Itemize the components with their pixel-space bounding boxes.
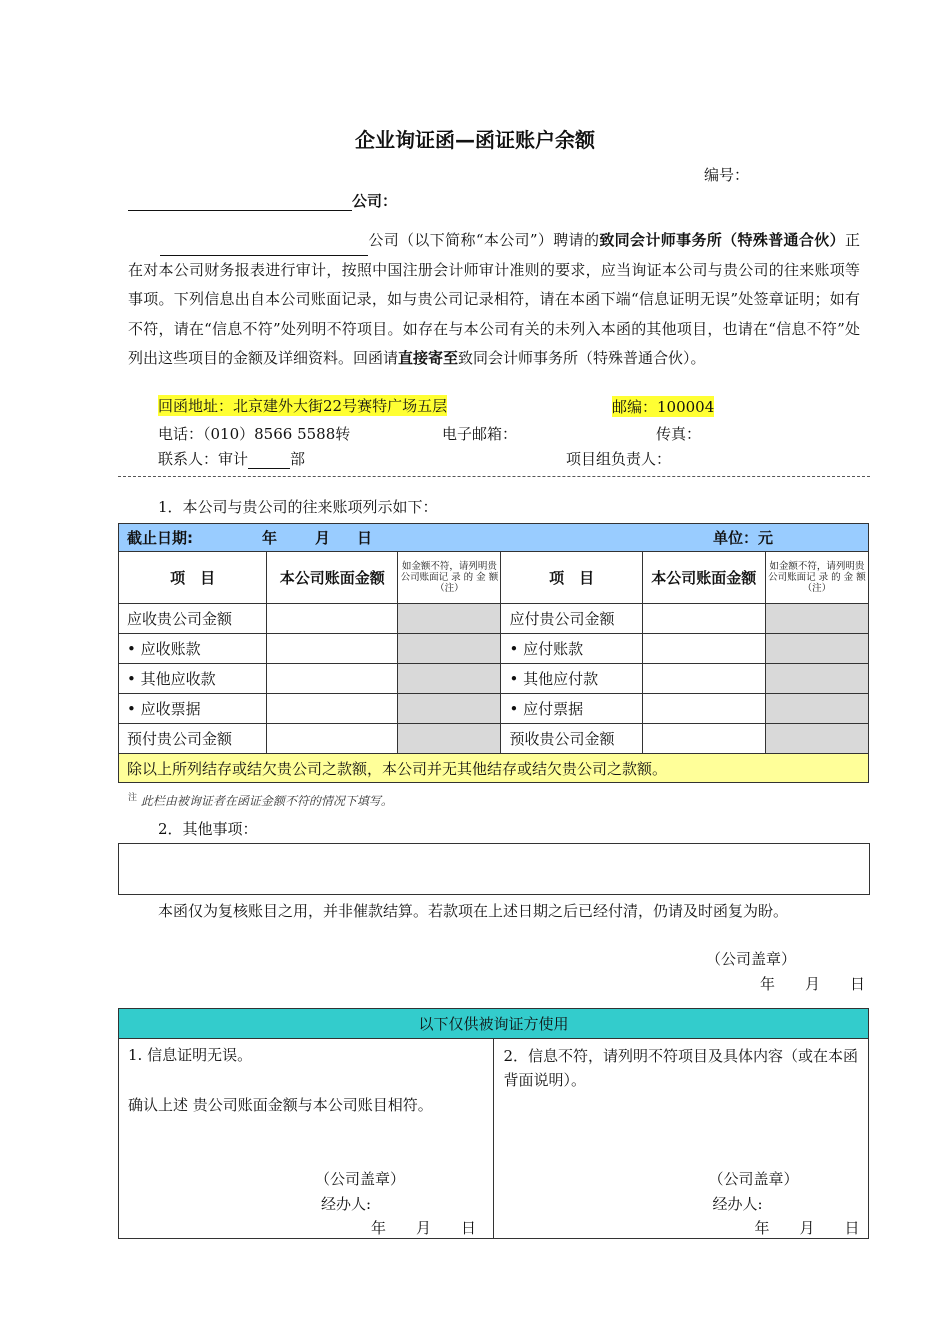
amount-cell[interactable]: [642, 664, 765, 694]
phone: 电话：（010）8566 5588转: [158, 425, 351, 443]
mismatch-cell[interactable]: [398, 664, 501, 694]
unit-label: 单位：元: [713, 529, 774, 547]
footnote: [128, 790, 393, 809]
amount-cell[interactable]: [642, 724, 765, 754]
balance-table: [118, 523, 869, 783]
email: 电子邮箱：: [442, 425, 518, 443]
closing-text: 本函仅为复核账目之用，并非催款结算。若款项在上述日期之后已经付清，仍请及时函复为盼。: [158, 902, 789, 920]
mismatch-cell[interactable]: [398, 604, 501, 634]
fax: 传真：: [656, 425, 702, 443]
row-label-right: 应付贵公司金额: [501, 604, 642, 634]
amount-cell[interactable]: [642, 634, 765, 664]
recipient-blank[interactable]: [128, 196, 352, 211]
mismatch-cell[interactable]: [398, 724, 501, 754]
amount-cell[interactable]: [642, 604, 765, 634]
table-footer: 除以上所列结存或结欠贵公司之款额，本公司并无其他结存或结欠贵公司之款额。: [119, 754, 869, 783]
row-label-left: 预付贵公司金额: [119, 724, 267, 754]
company-seal: （公司盖章）: [706, 950, 797, 968]
right-seal: （公司盖章）: [708, 1170, 799, 1188]
return-address: 回函地址：北京建外大街22号赛特广场五层: [158, 397, 448, 415]
confirmation-table: [118, 1008, 869, 1239]
amount-cell[interactable]: [267, 604, 398, 634]
mismatch-cell[interactable]: [765, 694, 868, 724]
col-item-right: 项 目: [501, 552, 642, 604]
recipient-suffix: 公司：: [352, 192, 398, 210]
row-label-left: • 应收票据: [119, 694, 267, 724]
cutoff-month: 月: [315, 529, 331, 547]
confirmation-header: 以下仅供被询证方使用: [119, 1009, 869, 1039]
left-date: 年 月 日: [371, 1219, 477, 1237]
right-handler: 经办人:: [712, 1195, 763, 1213]
mismatch-cell[interactable]: [765, 604, 868, 634]
intro-text-2: 正在对本公司财务报表进行审计，按照中国注册会计师审计准则的要求，应当询证本公司与贵公司的往来账项等事项。下列信息出自本公司账面记录，如与贵公司记录相符，请在本函下端“信息证明无误”处签章证明；如有不符，请在“信息不符”处列明不符项目。如存在与本公司有关的未列入本函的其他项目，也请在“信息不符”处列出这些项目的金额及详细资料。回函请: [128, 231, 860, 368]
cut-line: [118, 476, 870, 477]
footnote-text: 此栏由被询证者在函证金额不符的情况下填写。: [140, 794, 393, 808]
table-row: [119, 604, 869, 634]
section-1-title: 1．本公司与贵公司的往来账项列示如下：: [158, 498, 438, 516]
cutoff-day: 日: [357, 529, 373, 547]
amount-cell[interactable]: [642, 694, 765, 724]
intro-firm: 致同会计师事务所（特殊普通合伙）: [599, 231, 845, 249]
row-label-left: 应收贵公司金额: [119, 604, 267, 634]
col-note-right: 如金额不符，请列明贵公司账面记 录 的 金 额（注）: [765, 552, 868, 604]
company-blank[interactable]: [160, 241, 368, 256]
row-label-right: • 应付票据: [501, 694, 642, 724]
row-label-left: • 应收账款: [119, 634, 267, 664]
mismatch-cell[interactable]: [398, 634, 501, 664]
amount-cell[interactable]: [267, 724, 398, 754]
col-note-left: 如金额不符，请列明贵公司账面记 录 的 金 额（注）: [398, 552, 501, 604]
left-seal: （公司盖章）: [315, 1170, 406, 1188]
intro-text-1: 公司（以下简称“本公司”）聘请的: [368, 231, 600, 249]
table-row: [119, 724, 869, 754]
footnote-mark: 注: [128, 793, 138, 803]
confirm-correct-text: 确认上述 贵公司账面金额与本公司账目相符。: [128, 1096, 433, 1114]
confirm-correct-title: 1. 信息证明无误。: [128, 1046, 253, 1064]
dept-blank[interactable]: [248, 454, 290, 469]
table-footer-row: [119, 754, 869, 783]
col-book-left: 本公司账面金额: [267, 552, 398, 604]
contact-person-suffix: 部: [290, 450, 306, 468]
confirm-correct-cell[interactable]: [119, 1039, 494, 1239]
postcode: 邮编：100004: [612, 398, 715, 416]
right-date: 年 月 日: [754, 1219, 860, 1237]
amount-cell[interactable]: [267, 694, 398, 724]
col-book-right: 本公司账面金额: [642, 552, 765, 604]
confirm-mismatch-cell[interactable]: [494, 1039, 869, 1239]
intro-text-3: 致同会计师事务所（特殊普通合伙）。: [458, 349, 706, 368]
intro-direct: 直接寄至: [398, 349, 459, 368]
page-title: 企业询证函—函证账户余额: [355, 128, 595, 152]
row-label-right: 预收贵公司金额: [501, 724, 642, 754]
amount-cell[interactable]: [267, 664, 398, 694]
number-label: 编号：: [704, 166, 750, 184]
column-header-row: [119, 552, 869, 604]
confirm-mismatch-title: 2．信息不符，请列明不符项目及具体内容（或在本函背面说明）。: [503, 1047, 859, 1089]
date-line: 年 月 日: [760, 975, 866, 993]
recipient-line: [128, 190, 397, 211]
project-leader: 项目组负责人：: [566, 450, 672, 468]
contact-person: [158, 448, 305, 469]
contact-person-prefix: 联系人：审计: [158, 450, 249, 468]
other-matters-box[interactable]: [118, 843, 870, 895]
table-row: [119, 634, 869, 664]
col-item-left: 项 目: [119, 552, 267, 604]
row-label-right: • 其他应付款: [501, 664, 642, 694]
table-row: [119, 694, 869, 724]
table-header-row: [119, 524, 869, 552]
mismatch-cell[interactable]: [765, 664, 868, 694]
cutoff-year: 年: [262, 529, 278, 547]
mismatch-cell[interactable]: [398, 694, 501, 724]
row-label-right: • 应付账款: [501, 634, 642, 664]
intro-paragraph: [128, 226, 860, 374]
section-2-title: 2．其他事项：: [158, 820, 258, 838]
mismatch-cell[interactable]: [765, 724, 868, 754]
left-handler: 经办人:: [321, 1195, 372, 1213]
mismatch-cell[interactable]: [765, 634, 868, 664]
amount-cell[interactable]: [267, 634, 398, 664]
table-row: [119, 664, 869, 694]
row-label-left: • 其他应收款: [119, 664, 267, 694]
cutoff-label: 截止日期:: [127, 529, 193, 547]
